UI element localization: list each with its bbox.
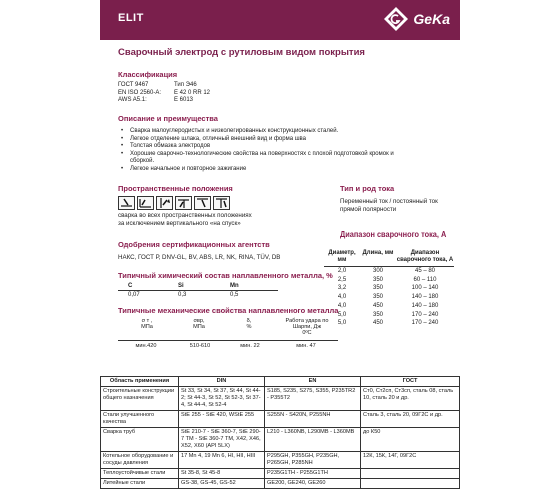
- mechanics-header-tensile-l1: σвр,: [193, 318, 205, 324]
- application-area-cell: Котельное оборудование и сосуды давления: [101, 452, 179, 469]
- chemistry-header-mn: Mn: [230, 283, 239, 289]
- positions-caption-1: сварка во всех пространственных положениях: [118, 212, 252, 219]
- position-flat-icon: [118, 196, 135, 210]
- current-title: Тип и род тока: [340, 184, 395, 193]
- chemistry-divider: [118, 290, 278, 291]
- din-cell: StE 210-7 - StE 360-7, StE 290-7 TM - StE 360-7 TM, X42, X46, X52, X60 (API 5LX): [179, 428, 265, 452]
- diameter-header-diameter: Диаметр, мм: [328, 250, 356, 263]
- chemistry-title: Типичный химический состав наплавленного металла, %: [118, 271, 333, 280]
- approvals-text: НАКС, ГОСТ Р, DNV-GL, BV, ABS, LR, NK, RINA, TÜV, DB: [118, 254, 281, 261]
- classification-standard: EN ISO 2560-A:: [118, 89, 162, 96]
- mechanics-header-elongation: [234, 318, 264, 330]
- description-title: Описание и преимущества: [118, 114, 218, 123]
- length-cell: 350: [372, 311, 383, 318]
- list-item: • Легкое отделение шлака, отличный внешний вид и форма шва: [118, 136, 418, 144]
- current-cell: 140 – 180: [411, 302, 439, 309]
- gost-cell: [361, 469, 460, 479]
- position-horizontal-icon: [137, 196, 154, 210]
- table-row: [101, 428, 460, 452]
- table-row: [324, 302, 454, 311]
- gost-cell: до К50: [361, 428, 460, 452]
- chemistry-table: [118, 283, 280, 298]
- length-cell: 450: [372, 320, 383, 327]
- application-area-cell: Теплоустойчивые стали: [101, 469, 179, 479]
- mechanics-header-yield-l2: МПа: [141, 324, 153, 330]
- current-cell: 45 – 80: [414, 268, 436, 274]
- application-area-cell: Стали улучшенного качества: [101, 411, 179, 428]
- description-list: [118, 128, 418, 173]
- mechanics-title: Типичные механические свойства наплавленного металла: [118, 306, 339, 315]
- list-item: • Толстая обмазка электродов: [118, 143, 418, 151]
- table-row: [101, 469, 460, 479]
- classification-standard: AWS A5.1:: [118, 97, 147, 103]
- classification-row: [118, 97, 210, 105]
- en-cell: L210 - L360NB, L290MB - L360MB: [265, 428, 361, 452]
- en-cell: S185, S235, S275, S355, P235TR2 - P355T2: [265, 387, 361, 411]
- mechanics-value-impact: мин. 47: [296, 343, 316, 349]
- gost-cell: [361, 479, 460, 489]
- brand-name: GeKa: [413, 11, 450, 27]
- classification-row: [118, 90, 210, 98]
- applications-header-en: EN: [265, 377, 361, 387]
- classification-title: Классификация: [118, 70, 178, 79]
- chemistry-header-si: Si: [178, 283, 184, 289]
- applications-table: [100, 376, 460, 489]
- chemistry-value-c: 0,07: [128, 292, 140, 298]
- din-cell: St 33, St 34, St 37, St 44, St 44-2; St 44-3, St 52, St 52-3, St 37-4, St 44-4, St 52-4: [179, 387, 265, 411]
- en-cell: S255N - S420N, P255NH: [265, 411, 361, 428]
- mechanics-header-elongation-l1: δ,: [246, 318, 252, 324]
- list-item: • Легкое начальное и повторное зажигание: [118, 166, 418, 174]
- table-row: [324, 311, 454, 320]
- mechanics-value-yield: мин.420: [135, 343, 157, 349]
- diameter-table: [324, 250, 454, 328]
- chemistry-values: [118, 292, 280, 298]
- position-overhead-icon: [194, 196, 211, 210]
- application-area-cell: Сварка труб: [101, 428, 179, 452]
- mechanics-divider: [118, 340, 338, 341]
- geka-logo-icon: [383, 6, 409, 32]
- classification-value: E 42 0 RR 12: [174, 89, 211, 96]
- gost-cell: Сталь 3, сталь 20, 09Г2С и др.: [361, 411, 460, 428]
- length-cell: 350: [372, 294, 383, 301]
- mechanics-header-elongation-l2: %: [246, 324, 252, 330]
- table-row: [101, 479, 460, 489]
- classification-standard: ГОСТ 9467: [118, 82, 149, 88]
- table-row: [324, 267, 454, 276]
- list-item: • Хорошие сварочно-технологические свойства на поверхностях с плохой подготовкой кромок и сборкой.: [118, 151, 418, 166]
- position-vertical-up-icon: [156, 196, 173, 210]
- diameter-header-length: Длина, мм: [362, 250, 394, 256]
- mechanics-header-impact-l3: 0ºС: [302, 330, 312, 336]
- applications-header-row: [101, 377, 460, 387]
- product-name: ELIT: [118, 12, 144, 24]
- approvals-title: Одобрения сертификационных агентств: [118, 240, 270, 249]
- positions-title: Пространственные положения: [118, 184, 233, 193]
- application-area-cell: Строительные конструкции общего назначения: [101, 387, 179, 411]
- diameter-cell: 5,0: [337, 320, 347, 327]
- classification-row: [118, 82, 210, 90]
- current-line-1: Переменный ток / постоянный ток: [340, 198, 438, 205]
- applications-header-din: DIN: [179, 377, 265, 387]
- diameter-cell: 2,0: [337, 268, 347, 274]
- mechanics-header-tensile-l2: МПа: [193, 324, 205, 330]
- table-row: [101, 452, 460, 469]
- document-title: Сварочный электрод с рутиловым видом покрытия: [118, 47, 365, 58]
- en-cell: P295GH, P355GH, P235GH, P265GH, P285NH: [265, 452, 361, 469]
- classification-value: E 6013: [174, 97, 194, 103]
- brand-logo: [383, 6, 450, 32]
- table-row: [324, 276, 454, 285]
- mechanics-header-impact-l1: Работа удара по: [285, 318, 329, 324]
- table-row: [324, 284, 454, 293]
- current-cell: 60 – 110: [413, 276, 437, 283]
- table-row: [101, 411, 460, 428]
- mechanics-value-tensile: 510-610: [189, 343, 211, 349]
- applications-header-area: Область применения: [101, 377, 179, 387]
- position-overhead-2-icon: [213, 196, 230, 210]
- diameter-header: [324, 250, 454, 267]
- diameter-header-current: Диапазон сварочного тока, А: [396, 250, 454, 263]
- current-cell: 170 – 240: [411, 311, 439, 318]
- chemistry-header-c: C: [128, 283, 133, 289]
- gost-cell: Ст0, Ст2сп, Ст3сп, сталь 08, сталь 10, сталь 20 и др.: [361, 387, 460, 411]
- positions-icons: [118, 196, 230, 210]
- current-cell: 100 – 140: [411, 285, 439, 292]
- table-row: [324, 293, 454, 302]
- mechanics-header-impact-l2: Шарпи, Дж: [292, 324, 322, 330]
- din-cell: St 35-8, St 45-8: [179, 469, 265, 479]
- table-row: [324, 319, 454, 328]
- table-row: [101, 387, 460, 411]
- en-cell: P235G1TH - P255G1TH: [265, 469, 361, 479]
- length-cell: 350: [372, 276, 383, 283]
- list-item: • Сварка малоуглеродистых и низколегированных конструкционных сталей.: [118, 128, 418, 136]
- din-cell: 17 Mn 4, 19 Mn 6, HI, HII, HIII: [179, 452, 265, 469]
- mechanics-header-yield-l1: σ т ,: [141, 318, 153, 324]
- chemistry-value-si: 0,3: [178, 292, 187, 298]
- diameter-cell: 4,0: [337, 302, 347, 309]
- applications-header-gost: ГОСТ: [361, 377, 460, 387]
- length-cell: 350: [372, 285, 383, 292]
- current-cell: 170 – 240: [411, 320, 439, 327]
- din-cell: StE 255 - StE 420, WStE 255: [179, 411, 265, 428]
- classification-value: Тип Э46: [174, 82, 197, 88]
- diameter-cell: 3,2: [337, 285, 347, 292]
- en-cell: GE200, GE240, GE260: [265, 479, 361, 489]
- diameter-cell: 2,5: [337, 276, 347, 283]
- diameter-cell: 5,0: [337, 311, 347, 318]
- chemistry-header: [118, 283, 280, 289]
- chemistry-value-mn: 0,5: [230, 292, 239, 298]
- positions-caption-2: за исключением вертикального «на спуск»: [118, 220, 241, 227]
- position-horizontal-vertical-icon: [175, 196, 192, 210]
- length-cell: 450: [372, 302, 383, 309]
- mechanics-header-yield: [132, 318, 162, 330]
- diameter-cell: 4,0: [337, 294, 347, 301]
- mechanics-value-elongation: мин. 22: [240, 343, 260, 349]
- din-cell: GS-38, GS-45, GS-52: [179, 479, 265, 489]
- length-cell: 300: [372, 268, 383, 274]
- classification-table: [118, 82, 210, 105]
- current-cell: 140 – 180: [411, 294, 439, 301]
- mechanics-header-tensile: [184, 318, 214, 330]
- header-bar: [100, 0, 460, 40]
- current-line-2: прямой полярности: [340, 206, 397, 213]
- application-area-cell: Литейные стали: [101, 479, 179, 489]
- diameter-title: Диапазон сварочного тока, А: [340, 230, 447, 239]
- gost-cell: 12К, 15К, 14Г, 09Г2С: [361, 452, 460, 469]
